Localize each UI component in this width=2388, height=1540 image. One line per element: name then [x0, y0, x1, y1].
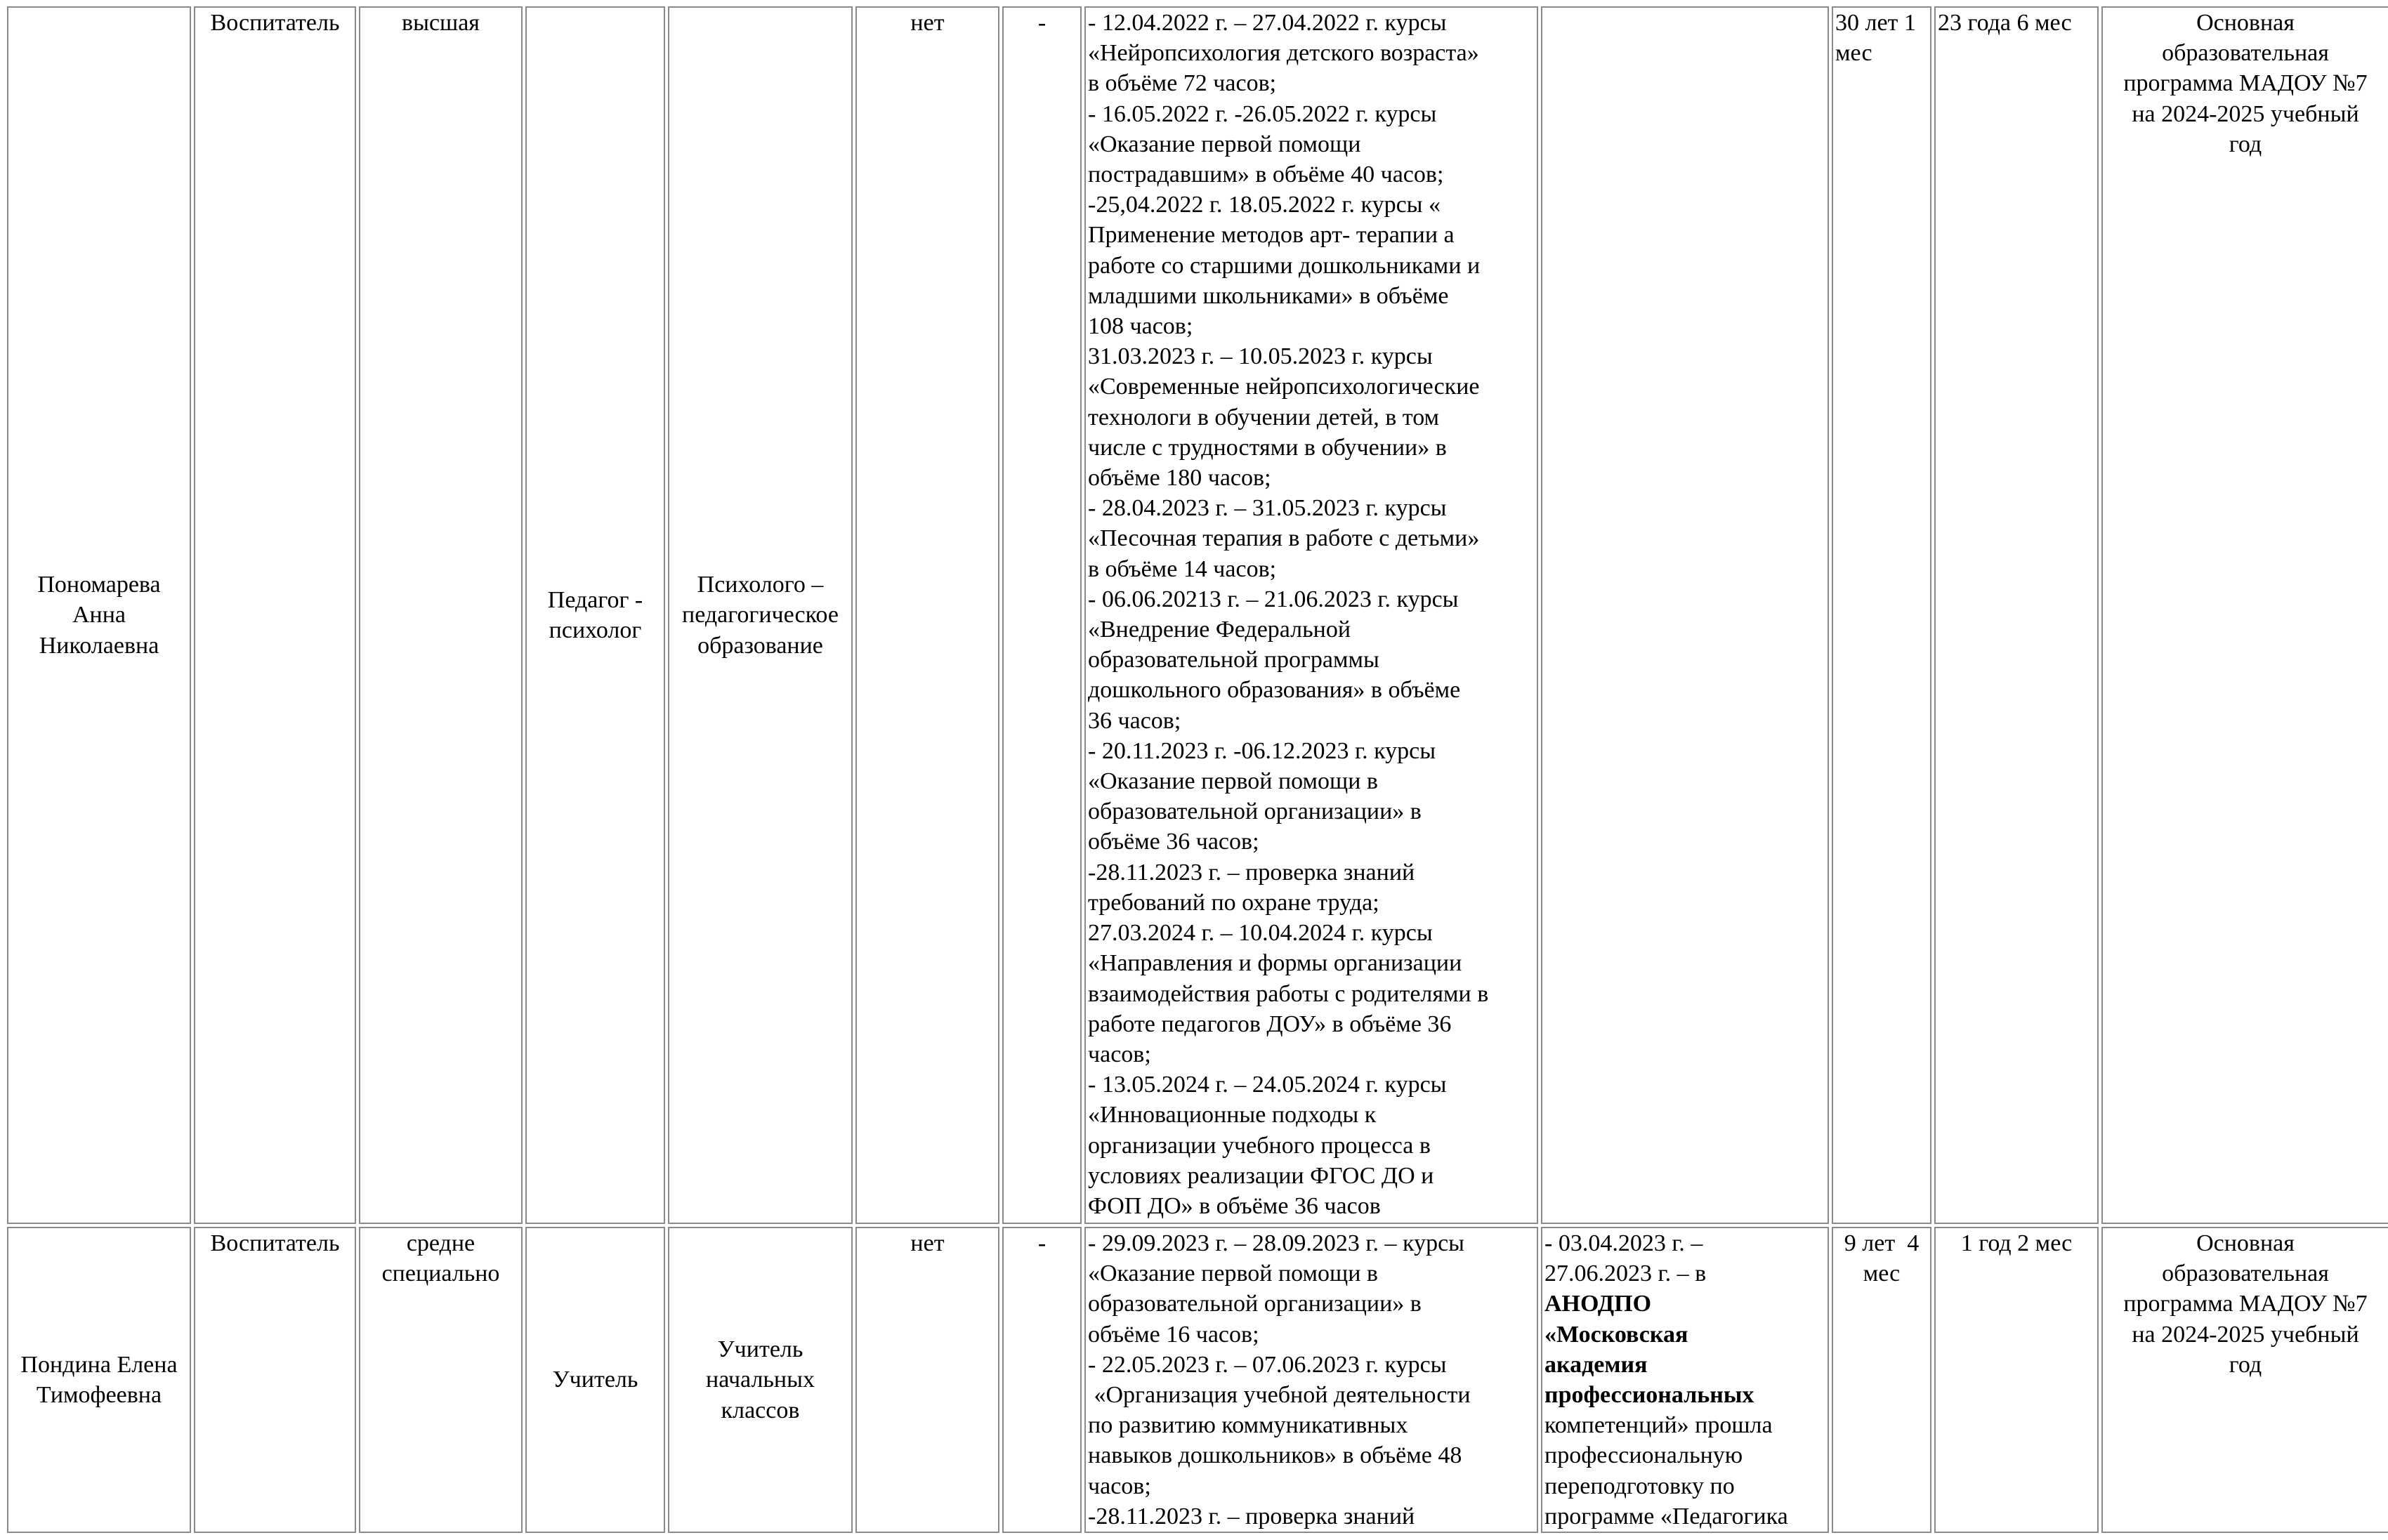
- ped-experience-line: 23 года 6 мес: [1938, 10, 2072, 36]
- course-line: дошкольного образования» в объёме: [1088, 677, 1461, 704]
- cell-retraining: [1541, 6, 1829, 1224]
- course-line: - 28.04.2023 г. – 31.05.2023 г. курсы: [1088, 495, 1447, 522]
- course-line: - 13.05.2024 г. – 24.05.2024 г. курсы: [1088, 1072, 1447, 1098]
- course-line: объёме 180 часов;: [1088, 465, 1271, 492]
- cell-total-experience: [1832, 1227, 1931, 1533]
- course-line: по развитию коммуникативных: [1088, 1412, 1408, 1439]
- retraining-line: [1544, 1319, 1825, 1350]
- cell-degree: [855, 6, 999, 1224]
- cell-qualification: [525, 6, 665, 1224]
- retraining-line: [1544, 1289, 1825, 1319]
- staff-table: [4, 4, 2388, 1536]
- cell-courses: [1084, 1227, 1538, 1533]
- retraining-line: [1544, 1228, 1825, 1258]
- cell-specialty: [668, 1227, 853, 1533]
- name-line: Пондина Елена: [20, 1351, 178, 1378]
- course-line: 31.03.2023 г. – 10.05.2023 г. курсы: [1088, 343, 1433, 370]
- table-row: [7, 1227, 2388, 1533]
- cell-title: [1002, 1227, 1082, 1533]
- course-line: - 20.11.2023 г. -06.12.2023 г. курсы: [1088, 737, 1436, 764]
- cell-retraining: [1541, 1227, 1829, 1533]
- course-line: объёме 16 часов;: [1088, 1321, 1259, 1348]
- cell-position: [194, 1227, 356, 1533]
- cell-total-experience: [1832, 6, 1931, 1224]
- ped-experience-line: 1 год 2 мес: [1960, 1230, 2073, 1256]
- course-line: 27.03.2024 г. – 10.04.2024 г. курсы: [1088, 920, 1433, 947]
- total-experience-line: мес: [1835, 40, 1872, 67]
- qualification-line: Педагог -: [547, 586, 643, 613]
- name-line: Анна: [72, 602, 126, 628]
- course-line: -28.11.2023 г. – проверка знаний: [1088, 859, 1415, 886]
- cell-program: [2101, 6, 2388, 1224]
- retraining-text: профессиональную: [1544, 1442, 1743, 1469]
- course-line: - 29.09.2023 г. – 28.09.2023 г. – курсы: [1088, 1230, 1465, 1256]
- cell-specialty: [668, 6, 853, 1224]
- cell-degree: [855, 1227, 999, 1533]
- course-line: «Направления и формы организации: [1088, 950, 1462, 977]
- specialty-line: образование: [697, 632, 823, 659]
- name-line: Николаевна: [39, 632, 159, 659]
- course-line: «Оказание первой помощи в: [1088, 1261, 1378, 1287]
- position-text: Воспитатель: [210, 10, 340, 36]
- category-line: специально: [381, 1261, 500, 1287]
- name-line: Пономарева: [37, 572, 161, 598]
- course-line: часов;: [1088, 1473, 1151, 1499]
- total-experience-line: мес: [1863, 1261, 1901, 1287]
- program-line: год: [2229, 1351, 2262, 1378]
- course-line: числе с трудностями в обучении» в: [1088, 434, 1447, 461]
- course-line: младшими школьниками» в объёме: [1088, 282, 1449, 309]
- retraining-line: [1544, 1471, 1825, 1501]
- course-line: - 22.05.2023 г. – 07.06.2023 г. курсы: [1088, 1351, 1447, 1378]
- course-line: - 12.04.2022 г. – 27.04.2022 г. курсы: [1088, 10, 1447, 36]
- course-line: «Нейропсихология детского возраста»: [1088, 40, 1479, 67]
- program-line: программа МАДОУ №7: [2123, 70, 2368, 97]
- course-line: образовательной программы: [1088, 647, 1379, 673]
- course-line: -28.11.2023 г. – проверка знаний: [1088, 1503, 1415, 1529]
- retraining-org-text: АНОДПО: [1544, 1291, 1652, 1317]
- retraining-text: компетенций» прошла: [1544, 1412, 1773, 1439]
- course-line: 36 часов;: [1088, 707, 1181, 734]
- course-line: - 06.06.20213 г. – 21.06.2023 г. курсы: [1088, 586, 1459, 612]
- retraining-line: [1544, 1410, 1825, 1440]
- cell-name: [7, 1227, 191, 1533]
- course-line: работе педагогов ДОУ» в объёме 36: [1088, 1011, 1452, 1037]
- program-line: программа МАДОУ №7: [2123, 1291, 2368, 1317]
- retraining-text: программе «Педагогика: [1544, 1503, 1788, 1529]
- program-line: на 2024-2025 учебный: [2132, 100, 2359, 127]
- cell-name: [7, 6, 191, 1224]
- course-line: «Оказание первой помощи: [1088, 131, 1361, 157]
- retraining-org-text: «Московская: [1544, 1321, 1688, 1348]
- program-line: образовательная: [2162, 1261, 2329, 1287]
- course-line: взаимодействия работы с родителями в: [1088, 980, 1489, 1007]
- course-line: организации учебного процесса в: [1088, 1132, 1431, 1159]
- course-line: «Современные нейропсихологические: [1088, 374, 1480, 400]
- course-line: пострадавшим» в объёме 40 часов;: [1088, 162, 1444, 188]
- cell-position: [194, 6, 356, 1224]
- cell-courses: [1084, 6, 1538, 1224]
- course-line: часов;: [1088, 1041, 1151, 1067]
- specialty-line: Психолого –: [697, 572, 824, 598]
- course-line: образовательной организации» в: [1088, 1291, 1422, 1317]
- course-line: «Инновационные подходы к: [1088, 1102, 1377, 1128]
- course-line: ФОП ДО» в объёме 36 часов: [1088, 1192, 1381, 1219]
- retraining-line: [1544, 1501, 1825, 1532]
- course-line: в объёме 72 часов;: [1088, 70, 1277, 97]
- retraining-org-text: профессиональных: [1544, 1382, 1754, 1409]
- title-text: -: [1037, 10, 1047, 36]
- specialty-line: начальных: [706, 1367, 815, 1393]
- position-text: Воспитатель: [210, 1230, 340, 1256]
- retraining-text: переподготовку по: [1544, 1473, 1735, 1499]
- course-line: «Внедрение Федеральной: [1088, 617, 1351, 643]
- retraining-line: [1544, 1258, 1825, 1289]
- course-line: Применение методов арт- терапии а: [1088, 222, 1455, 249]
- category-line: средне: [406, 1230, 475, 1256]
- specialty-line: педагогическое: [682, 602, 839, 628]
- retraining-text: - 03.04.2023 г. –: [1544, 1230, 1703, 1256]
- course-line: объёме 36 часов;: [1088, 829, 1259, 855]
- cell-ped-experience: [1934, 1227, 2099, 1533]
- course-line: требований по охране труда;: [1088, 889, 1379, 916]
- program-line: Основная: [2196, 1230, 2295, 1256]
- course-line: образовательной организации» в: [1088, 798, 1422, 825]
- cell-program: [2101, 1227, 2388, 1533]
- program-line: на 2024-2025 учебный: [2132, 1321, 2359, 1348]
- program-line: Основная: [2196, 10, 2295, 36]
- program-line: год: [2229, 131, 2262, 157]
- specialty-line: классов: [721, 1397, 800, 1423]
- qualification-line: Учитель: [552, 1367, 638, 1393]
- name-line: Тимофеевна: [36, 1382, 162, 1409]
- table-row: [7, 6, 2388, 1224]
- retraining-text: 27.06.2023 г. – в: [1544, 1261, 1707, 1287]
- course-line: технологи в обучении детей, в том: [1088, 404, 1440, 430]
- cell-qualification: [525, 1227, 665, 1533]
- course-line: - 16.05.2022 г. -26.05.2022 г. курсы: [1088, 100, 1437, 127]
- course-line: условиях реализации ФГОС ДО и: [1088, 1162, 1434, 1189]
- total-experience-line: 30 лет 1: [1835, 10, 1916, 36]
- specialty-line: Учитель: [717, 1336, 803, 1363]
- program-line: образовательная: [2162, 40, 2329, 67]
- qualification-line: психолог: [549, 617, 642, 643]
- degree-text: нет: [910, 10, 945, 36]
- total-experience-line: 9 лет 4: [1844, 1230, 1920, 1256]
- category-line: высшая: [402, 10, 480, 36]
- course-line: -25,04.2022 г. 18.05.2022 г. курсы «: [1088, 192, 1441, 218]
- retraining-org-text: академия: [1544, 1351, 1648, 1378]
- course-line: работе со старшими дошкольниками и: [1088, 252, 1481, 279]
- course-line: «Оказание первой помощи в: [1088, 768, 1378, 795]
- cell-category: [359, 1227, 523, 1533]
- cell-category: [359, 6, 523, 1224]
- title-text: -: [1037, 1230, 1047, 1256]
- course-line: навыков дошкольников» в объёме 48: [1088, 1442, 1462, 1469]
- retraining-line: [1544, 1440, 1825, 1470]
- course-line: в объёме 14 часов;: [1088, 555, 1277, 582]
- retraining-line: [1544, 1380, 1825, 1410]
- course-line: «Организация учебной деятельности: [1088, 1382, 1471, 1409]
- cell-ped-experience: [1934, 6, 2099, 1224]
- cell-title: [1002, 6, 1082, 1224]
- degree-text: нет: [910, 1230, 945, 1256]
- course-line: «Песочная терапия в работе с детьми»: [1088, 525, 1480, 552]
- retraining-line: [1544, 1350, 1825, 1380]
- course-line: 108 часов;: [1088, 313, 1193, 340]
